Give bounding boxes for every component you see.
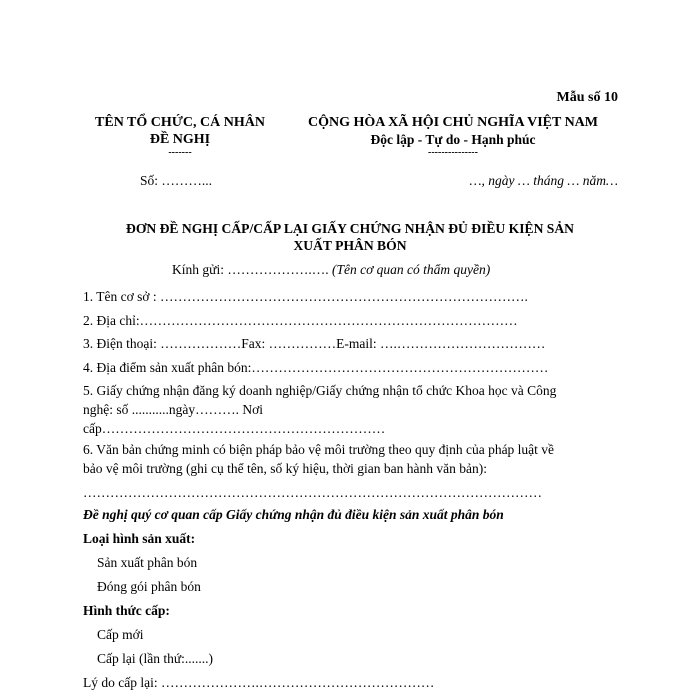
field-production-location: 4. Địa điểm sản xuất phân bón:………………………………………………………… bbox=[83, 360, 549, 375]
organization-label-line1: TÊN TỔ CHỨC, CÁ NHÂN bbox=[95, 115, 265, 130]
date-line: …, ngày … tháng … năm… bbox=[469, 173, 618, 188]
option-fertilizer-packaging[interactable]: Đóng gói phân bón bbox=[97, 579, 201, 594]
option-new-issuance[interactable]: Cấp mới bbox=[97, 627, 144, 642]
recipient-note: (Tên cơ quan có thẩm quyền) bbox=[328, 262, 491, 277]
option-fertilizer-production[interactable]: Sản xuất phân bón bbox=[97, 555, 198, 570]
right-header-underline: --------------- bbox=[428, 147, 478, 158]
organization-label-line2: ĐỀ NGHỊ bbox=[149, 132, 211, 147]
organization-header bbox=[80, 114, 280, 158]
field-reissue-reason: Lý do cấp lại: ………………….………………………………… bbox=[83, 675, 435, 690]
field-facility-name: 1. Tên cơ sở : ………………………………………………………………………. bbox=[83, 289, 528, 304]
document-title bbox=[80, 220, 620, 254]
recipient-label: Kính gửi: ……………….…. bbox=[172, 262, 329, 277]
national-header bbox=[285, 114, 621, 158]
document-title-line1: ĐƠN ĐỀ NGHỊ CẤP/CẤP LẠI GIẤY CHỨNG NHẬN ĐỦ ĐIỀU KIỆN SẢN bbox=[126, 221, 574, 236]
form-number: Mẫu số 10 bbox=[556, 90, 618, 105]
production-type-heading: Loại hình sản xuất: bbox=[83, 531, 196, 546]
national-motto: Độc lập - Tự do - Hạnh phúc bbox=[370, 132, 536, 147]
field-environment-doc-line1: 6. Văn bản chứng minh có biện pháp bảo vệ môi trường theo quy định của pháp luật về bbox=[83, 442, 555, 457]
field-environment-doc-line3: ………………………………………………………………………………………… bbox=[83, 485, 542, 500]
issuance-form-heading: Hình thức cấp: bbox=[83, 603, 170, 618]
option-reissuance[interactable]: Cấp lại (lần thứ:.......) bbox=[97, 651, 214, 666]
document-title-line2: XUẤT PHÂN BÓN bbox=[293, 238, 407, 253]
left-header-underline: ------- bbox=[168, 147, 192, 158]
field-business-certificate-line2: nghệ: số ...........ngày………. Nơi bbox=[83, 402, 264, 417]
field-environment-doc-line2: bảo vệ môi trường (ghi cụ thể tên, số ký hiệu, thời gian ban hành văn bản): bbox=[83, 461, 488, 476]
national-title: CỘNG HÒA XÃ HỘI CHỦ NGHĨA VIỆT NAM bbox=[307, 115, 598, 130]
field-business-certificate-line3: cấp……………………………………………………… bbox=[83, 421, 386, 436]
request-statement: Đề nghị quý cơ quan cấp Giấy chứng nhận đủ điều kiện sản xuất phân bón bbox=[83, 507, 504, 522]
field-contact: 3. Điện thoại: ………………Fax: ……………E-mail: ….…………………………… bbox=[83, 336, 546, 351]
field-business-certificate-line1: 5. Giấy chứng nhận đăng ký doanh nghiệp/Giấy chứng nhận tổ chức Khoa học và Công bbox=[83, 383, 557, 398]
recipient-line bbox=[172, 262, 490, 278]
field-address: 2. Địa chỉ:………………………………………………………………………… bbox=[83, 313, 518, 328]
document-number: Số: ………... bbox=[140, 173, 213, 188]
